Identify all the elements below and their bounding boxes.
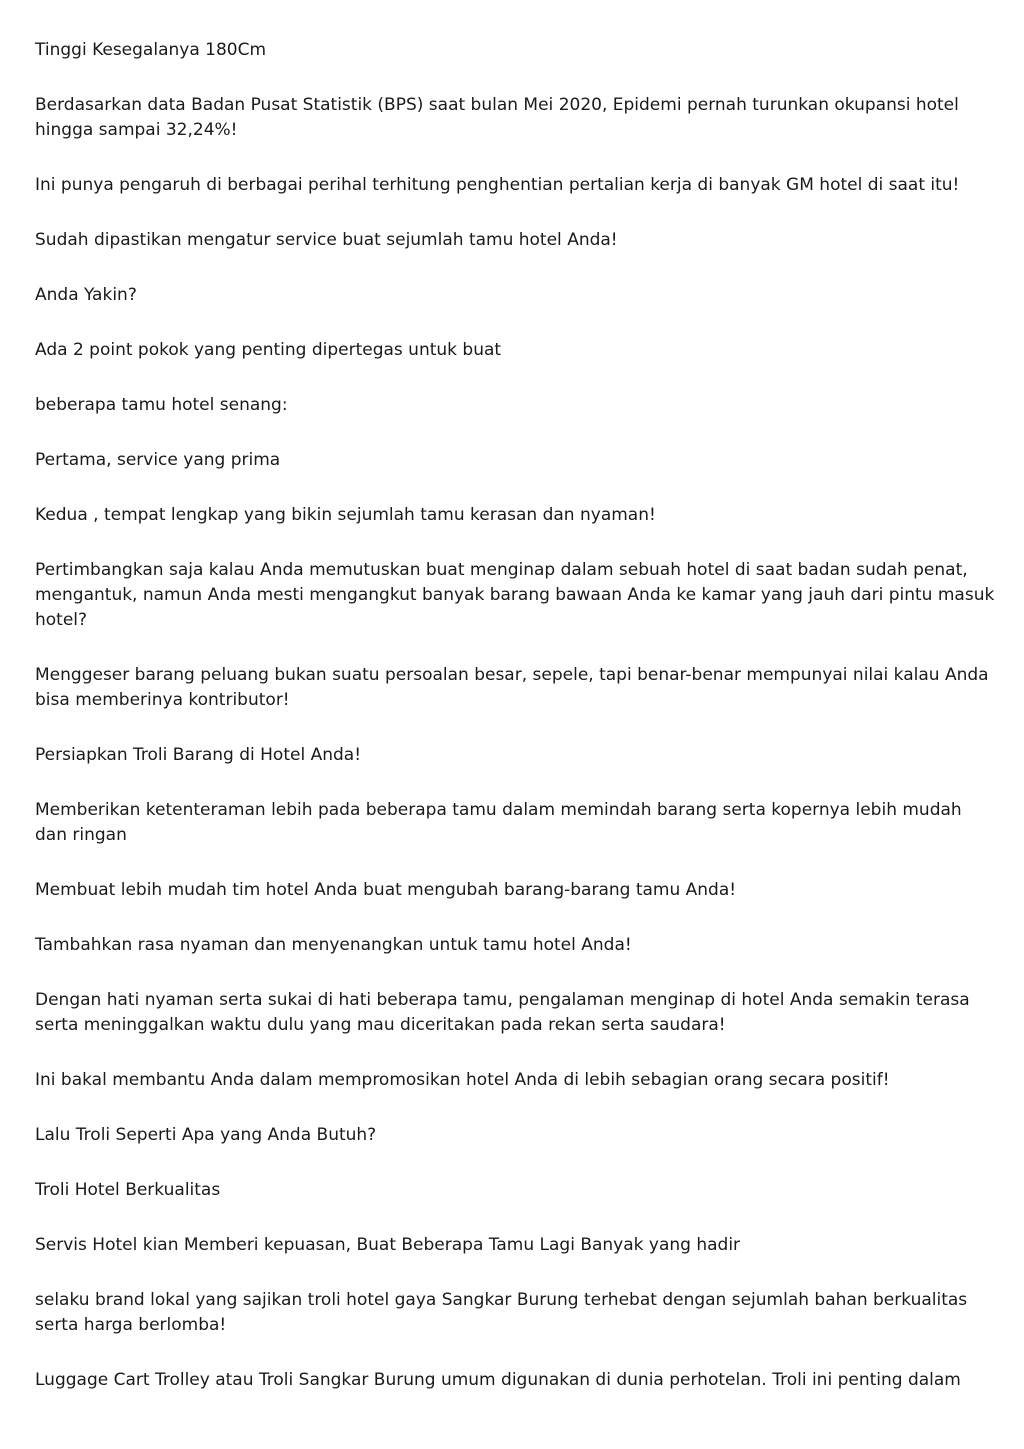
paragraph-10: Pertimbangkan saja kalau Anda memutuskan buat menginap dalam sebuah hotel di saat badan sudah penat, mengantuk, namun Anda mesti mengangkut banyak barang bawaan Anda ke kamar yang jauh dari pintu masuk hotel? <box>35 560 995 630</box>
paragraph-5: Anda Yakin? <box>35 285 137 305</box>
paragraph-14: Membuat lebih mudah tim hotel Anda buat mengubah barang-barang tamu Anda! <box>35 880 737 900</box>
paragraph-3: Ini punya pengaruh di berbagai perihal terhitung penghentian pertalian kerja di banyak GM hotel di saat itu! <box>35 175 960 195</box>
paragraph-15: Tambahkan rasa nyaman dan menyenangkan untuk tamu hotel Anda! <box>35 935 632 955</box>
paragraph-11: Menggeser barang peluang bukan suatu persoalan besar, sepele, tapi benar-benar mempunyai nilai kalau Anda bisa memberinya kontributor! <box>35 665 989 710</box>
paragraph-16: Dengan hati nyaman serta sukai di hati beberapa tamu, pengalaman menginap di hotel Anda semakin terasa serta meninggalkan waktu dulu yang mau diceritakan pada rekan serta saudara! <box>35 990 970 1035</box>
paragraph-12: Persiapkan Troli Barang di Hotel Anda! <box>35 745 362 765</box>
paragraph-17: Ini bakal membantu Anda dalam mempromosikan hotel Anda di lebih sebagian orang secara positif! <box>35 1070 890 1090</box>
paragraph-20: Servis Hotel kian Memberi kepuasan, Buat Beberapa Tamu Lagi Banyak yang hadir <box>35 1235 741 1255</box>
paragraph-4: Sudah dipastikan mengatur service buat sejumlah tamu hotel Anda! <box>35 230 618 250</box>
paragraph-21: selaku brand lokal yang sajikan troli hotel gaya Sangkar Burung terhebat dengan sejumlah bahan berkualitas serta harga berlomba! <box>35 1290 968 1335</box>
paragraph-8: Pertama, service yang prima <box>35 450 281 470</box>
paragraph-18: Lalu Troli Seperti Apa yang Anda Butuh? <box>35 1125 377 1145</box>
paragraph-1: Tinggi Kesegalanya 180Cm <box>35 40 267 60</box>
document-body <box>35 38 995 1423</box>
paragraph-2: Berdasarkan data Badan Pusat Statistik (BPS) saat bulan Mei 2020, Epidemi pernah turunkan okupansi hotel hingga sampai 32,24%! <box>35 95 959 140</box>
paragraph-13: Memberikan ketenteraman lebih pada beberapa tamu dalam memindah barang serta kopernya lebih mudah dan ringan <box>35 800 962 845</box>
paragraph-6: Ada 2 point pokok yang penting dipertegas untuk buat <box>35 340 502 360</box>
paragraph-22: Luggage Cart Trolley atau Troli Sangkar Burung umum digunakan di dunia perhotelan. Troli ini penting dalam <box>35 1370 961 1390</box>
paragraph-19: Troli Hotel Berkualitas <box>35 1180 221 1200</box>
paragraph-9: Kedua , tempat lengkap yang bikin sejumlah tamu kerasan dan nyaman! <box>35 505 656 525</box>
paragraph-7: beberapa tamu hotel senang: <box>35 395 288 415</box>
